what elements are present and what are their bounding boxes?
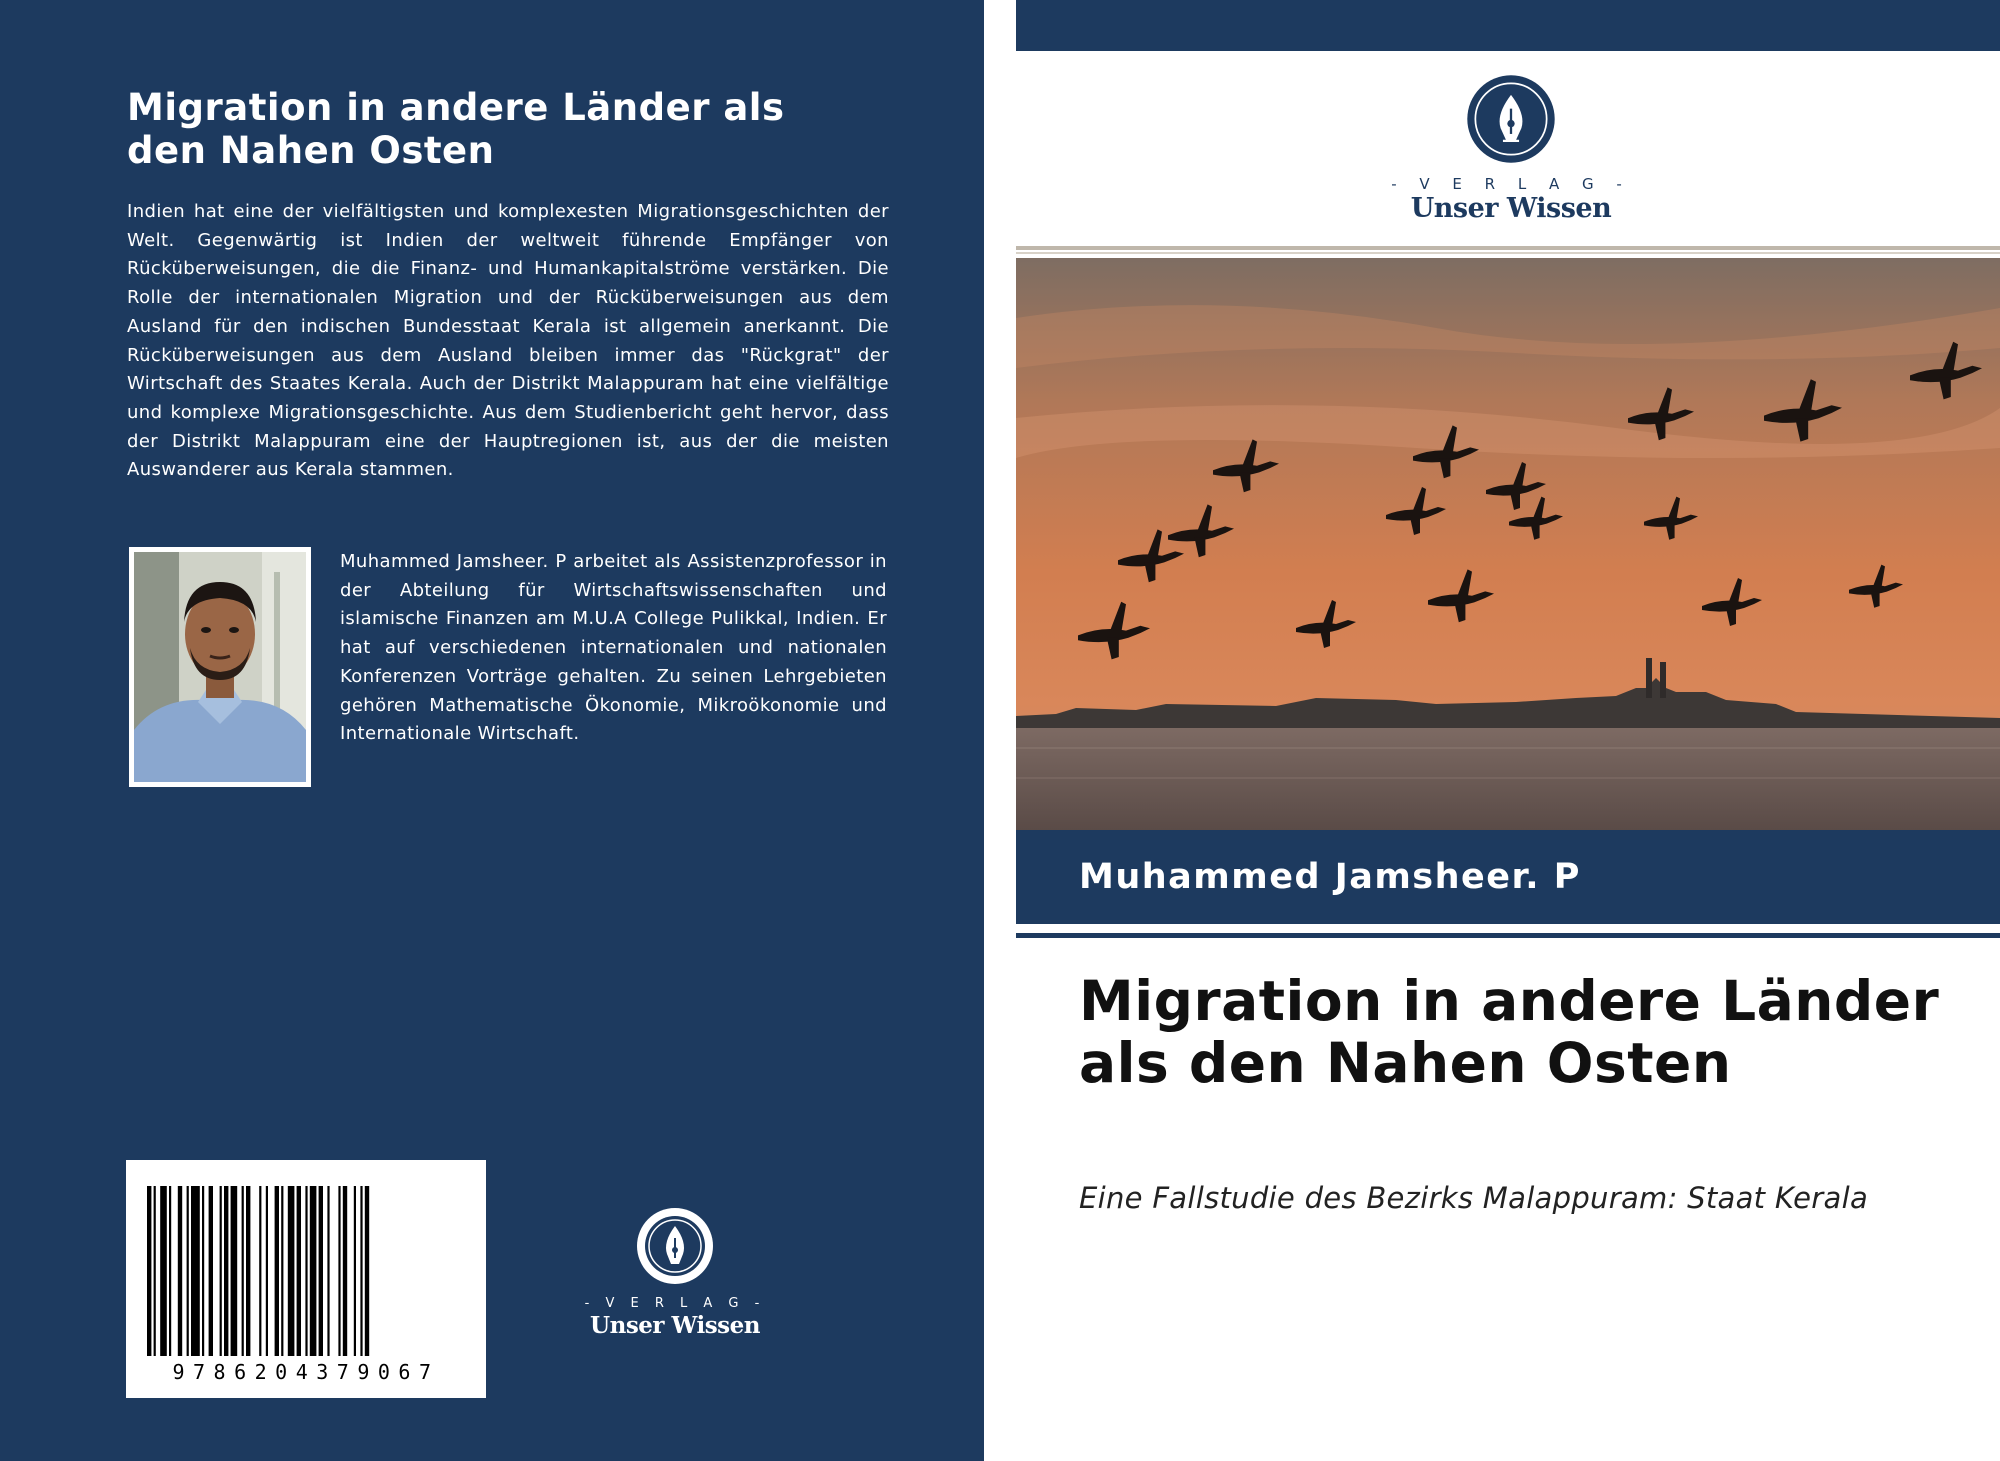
back-cover-blurb: Indien hat eine der vielfältigsten und komplexesten Migrationsgeschichten der Welt. Gegenwärtig ist Indien der weltweit führende Empfänger von Rücküberweisungen, die die Finanz- und Humankapitalströme verstärken. Die Rolle der internationalen Migration und der Rücküberweisungen aus dem Ausland für den indischen Bundesstaat Kerala ist allgemein anerkannt. Die Rücküberweisungen aus dem Ausland bleiben immer das "Rückgrat" der Wirtschaft des Staates Kerala. Auch der Distrikt Malappuram hat eine vielfältige und komplexe Migrationsgeschichte. Aus dem Studienbericht geht hervor, dass der Distrikt Malappuram eine der Hauptregionen ist, aus der die meisten Auswanderer aus Kerala stammen. — [127, 201, 889, 481]
front-cover-author: Muhammed Jamsheer. P — [1079, 857, 1581, 897]
author-band — [1016, 830, 2000, 924]
cover-photo-geese-sunset — [1016, 258, 2000, 830]
publisher-name: Unser Wissen — [590, 1312, 760, 1339]
isbn-barcode — [126, 1160, 486, 1398]
author-photo — [129, 547, 311, 787]
front-cover-subtitle: Eine Fallstudie des Bezirks Malappuram: Staat Kerala — [1079, 1181, 1869, 1215]
publisher-verlag-label: - V E R L A G - — [584, 1296, 766, 1311]
barcode-bars — [147, 1186, 465, 1356]
isbn-digits: 9786204379067 — [172, 1360, 440, 1384]
divider-rule — [1016, 246, 2000, 250]
publisher-verlag-label: - V E R L A G - — [1391, 175, 1631, 193]
divider-rule — [1016, 933, 2000, 938]
fountain-pen-nib-icon — [1465, 73, 1557, 165]
author-bio: Muhammed Jamsheer. P arbeitet als Assistenzprofessor in der Abteilung für Wirtschaftswissenschaften und islamische Finanzen am M.U.A College Pulikkal, Indien. Er hat auf verschiedenen internationalen und nationalen Konferenzen Vorträge gehalten. Zu seinen Lehrgebieten gehören Mathematische Ökonomie, Mikroökonomie und Internationale Wirtschaft. — [340, 551, 887, 745]
top-bar — [1016, 0, 2000, 51]
publisher-logo-front — [1376, 73, 1646, 224]
back-cover — [0, 0, 984, 1461]
front-cover — [1016, 0, 2000, 1461]
divider-rule — [1016, 252, 2000, 254]
fountain-pen-nib-icon — [635, 1206, 715, 1286]
publisher-name: Unser Wissen — [1410, 193, 1612, 224]
back-cover-title: Migration in andere Länder als den Nahen Osten — [127, 86, 785, 172]
publisher-logo-back — [580, 1206, 770, 1339]
front-cover-title: Migration in andere Länder als den Nahen Osten — [1079, 969, 1940, 1095]
